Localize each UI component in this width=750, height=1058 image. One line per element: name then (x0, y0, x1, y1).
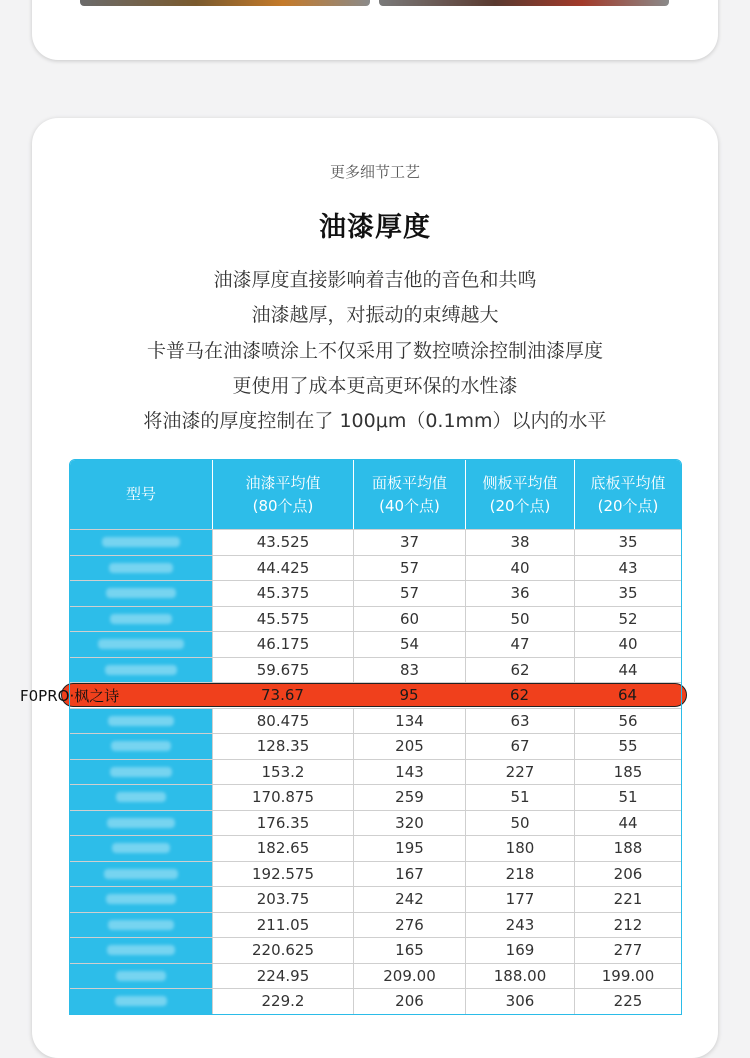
value-cell: 170.875 (212, 785, 353, 810)
model-name-cell (70, 760, 212, 785)
value-cell: 45.575 (212, 607, 353, 632)
table-row (70, 657, 681, 683)
model-name-cell (70, 964, 212, 989)
blurred-model-name (106, 894, 176, 904)
table-row (70, 784, 681, 810)
table-row (70, 835, 681, 861)
value-cell: 40 (574, 632, 681, 657)
value-cell: 206 (574, 862, 681, 887)
model-name-cell (70, 811, 212, 836)
desc-line-3: 卡普马在油漆喷涂上不仅采用了数控喷涂控制油漆厚度 (146, 340, 603, 362)
blurred-model-name (108, 920, 174, 930)
table-row (70, 937, 681, 963)
value-cell: 62 (509, 686, 530, 705)
value-cell: 54 (353, 632, 465, 657)
table-row (70, 810, 681, 836)
value-cell: 35 (574, 530, 681, 555)
value-cell: 83 (353, 658, 465, 683)
blurred-model-name (107, 945, 175, 955)
table-row (70, 861, 681, 887)
table-row (70, 912, 681, 938)
blurred-model-name (111, 741, 171, 751)
model-name-cell (70, 887, 212, 912)
value-cell: 47 (465, 632, 574, 657)
value-cell: 40 (465, 556, 574, 581)
value-cell: 169 (465, 938, 574, 963)
value-cell: 243 (465, 913, 574, 938)
value-cell: 57 (353, 556, 465, 581)
model-name-cell (70, 938, 212, 963)
model-name-cell (70, 785, 212, 810)
value-cell: 60 (353, 607, 465, 632)
value-cell: 36 (465, 581, 574, 606)
value-cell: 229.2 (212, 989, 353, 1014)
blurred-model-name (108, 716, 174, 726)
value-cell: 128.35 (212, 734, 353, 759)
table-row (70, 733, 681, 759)
model-name-cell (20, 683, 212, 708)
table-row (70, 963, 681, 989)
value-cell: 165 (353, 938, 465, 963)
blurred-model-name (115, 996, 167, 1006)
value-cell: 185 (574, 760, 681, 785)
table-row-highlight (20, 682, 681, 708)
desc-line-2: 油漆越厚，对振动的束缚越大 (251, 304, 499, 326)
header-side-avg: 侧板平均值 (20个点) (465, 460, 574, 529)
value-cell: 212 (574, 913, 681, 938)
paint-thickness-table (20, 459, 682, 1015)
value-cell: 45.375 (212, 581, 353, 606)
value-cell: 35 (574, 581, 681, 606)
value-cell: 95 (399, 686, 419, 705)
value-cell: 225 (574, 989, 681, 1014)
value-cell: 43 (574, 556, 681, 581)
table-row (70, 886, 681, 912)
value-cell: 227 (465, 760, 574, 785)
value-cell: 224.95 (212, 964, 353, 989)
model-name-cell (70, 734, 212, 759)
value-cell: 44 (574, 658, 681, 683)
model-name-cell (70, 709, 212, 734)
value-cell: 38 (465, 530, 574, 555)
value-cell: 192.575 (212, 862, 353, 887)
value-cell: 37 (353, 530, 465, 555)
value-cell: 180 (465, 836, 574, 861)
guitar-image-right (379, 0, 669, 6)
header-back-avg: 底板平均值 (20个点) (574, 460, 681, 529)
table-row (70, 988, 681, 1014)
value-cell: 80.475 (212, 709, 353, 734)
model-name-cell (70, 913, 212, 938)
header-paint-avg: 油漆平均值 (80个点) (212, 460, 353, 529)
value-cell: 51 (465, 785, 574, 810)
value-cell: 276 (353, 913, 465, 938)
blurred-model-name (104, 869, 178, 879)
blurred-model-name (106, 588, 176, 598)
header-top-avg: 面板平均值 (40个点) (353, 460, 465, 529)
value-cell: 242 (353, 887, 465, 912)
value-cell: 57 (353, 581, 465, 606)
value-cell: 211.05 (212, 913, 353, 938)
value-cell: 177 (465, 887, 574, 912)
value-cell: 55 (574, 734, 681, 759)
value-cell: 67 (465, 734, 574, 759)
previous-card (32, 0, 718, 60)
value-cell: 218 (465, 862, 574, 887)
value-cell: 46.175 (212, 632, 353, 657)
blurred-model-name (116, 971, 166, 981)
value-cell: 277 (574, 938, 681, 963)
value-cell: 134 (353, 709, 465, 734)
blurred-model-name (98, 639, 184, 649)
value-cell: 188 (574, 836, 681, 861)
value-cell: 220.625 (212, 938, 353, 963)
model-name-cell (70, 607, 212, 632)
value-cell: 50 (465, 607, 574, 632)
value-cell: 64 (617, 686, 638, 705)
value-cell: 52 (574, 607, 681, 632)
table-row (70, 631, 681, 657)
value-cell: 153.2 (212, 760, 353, 785)
model-name-cell (70, 836, 212, 861)
model-name: F0PRO·枫之诗 (20, 686, 120, 705)
section-title: 油漆厚度 (319, 212, 431, 243)
value-cell: 56 (574, 709, 681, 734)
value-cell: 203.75 (212, 887, 353, 912)
value-cell: 182.65 (212, 836, 353, 861)
blurred-model-name (109, 563, 173, 573)
model-name-cell (70, 581, 212, 606)
guitar-image-left (80, 0, 370, 6)
value-cell: 188.00 (465, 964, 574, 989)
desc-line-5: 将油漆的厚度控制在了 100μm（0.1mm）以内的水平 (143, 410, 607, 432)
blurred-model-name (110, 614, 172, 624)
model-name-cell (70, 632, 212, 657)
table-row (70, 606, 681, 632)
value-cell: 50 (465, 811, 574, 836)
value-cell: 176.35 (212, 811, 353, 836)
value-cell: 43.525 (212, 530, 353, 555)
table-row (70, 529, 681, 555)
blurred-model-name (107, 818, 175, 828)
blurred-model-name (102, 537, 180, 547)
value-cell: 195 (353, 836, 465, 861)
value-cell: 44 (574, 811, 681, 836)
model-name-cell (70, 556, 212, 581)
header-model: 型号 (125, 485, 156, 503)
value-cell: 44.425 (212, 556, 353, 581)
table-row (70, 708, 681, 734)
desc-line-4: 更使用了成本更高更环保的水性漆 (232, 375, 518, 397)
value-cell: 63 (465, 709, 574, 734)
value-cell: 205 (353, 734, 465, 759)
value-cell: 167 (353, 862, 465, 887)
table-row (70, 759, 681, 785)
value-cell: 59.675 (212, 658, 353, 683)
value-cell: 306 (465, 989, 574, 1014)
table-row (70, 580, 681, 606)
table-header (70, 460, 681, 529)
value-cell: 206 (353, 989, 465, 1014)
table-body (20, 529, 681, 1014)
model-name-cell (70, 530, 212, 555)
value-cell: 199.00 (574, 964, 681, 989)
value-cell: 221 (574, 887, 681, 912)
value-cell: 73.67 (261, 686, 304, 705)
model-name-cell (70, 989, 212, 1014)
value-cell: 259 (353, 785, 465, 810)
blurred-model-name (105, 665, 177, 675)
value-cell: 51 (574, 785, 681, 810)
model-name-cell (70, 862, 212, 887)
desc-line-1: 油漆厚度直接影响着吉他的音色和共鸣 (213, 269, 537, 291)
blurred-model-name (112, 843, 170, 853)
value-cell: 62 (465, 658, 574, 683)
model-name-cell (70, 658, 212, 683)
value-cell: 143 (353, 760, 465, 785)
value-cell: 320 (353, 811, 465, 836)
blurred-model-name (116, 792, 166, 802)
value-cell: 209.00 (353, 964, 465, 989)
blurred-model-name (110, 767, 172, 777)
section-subtitle: 更多细节工艺 (329, 163, 420, 181)
table-row (70, 555, 681, 581)
